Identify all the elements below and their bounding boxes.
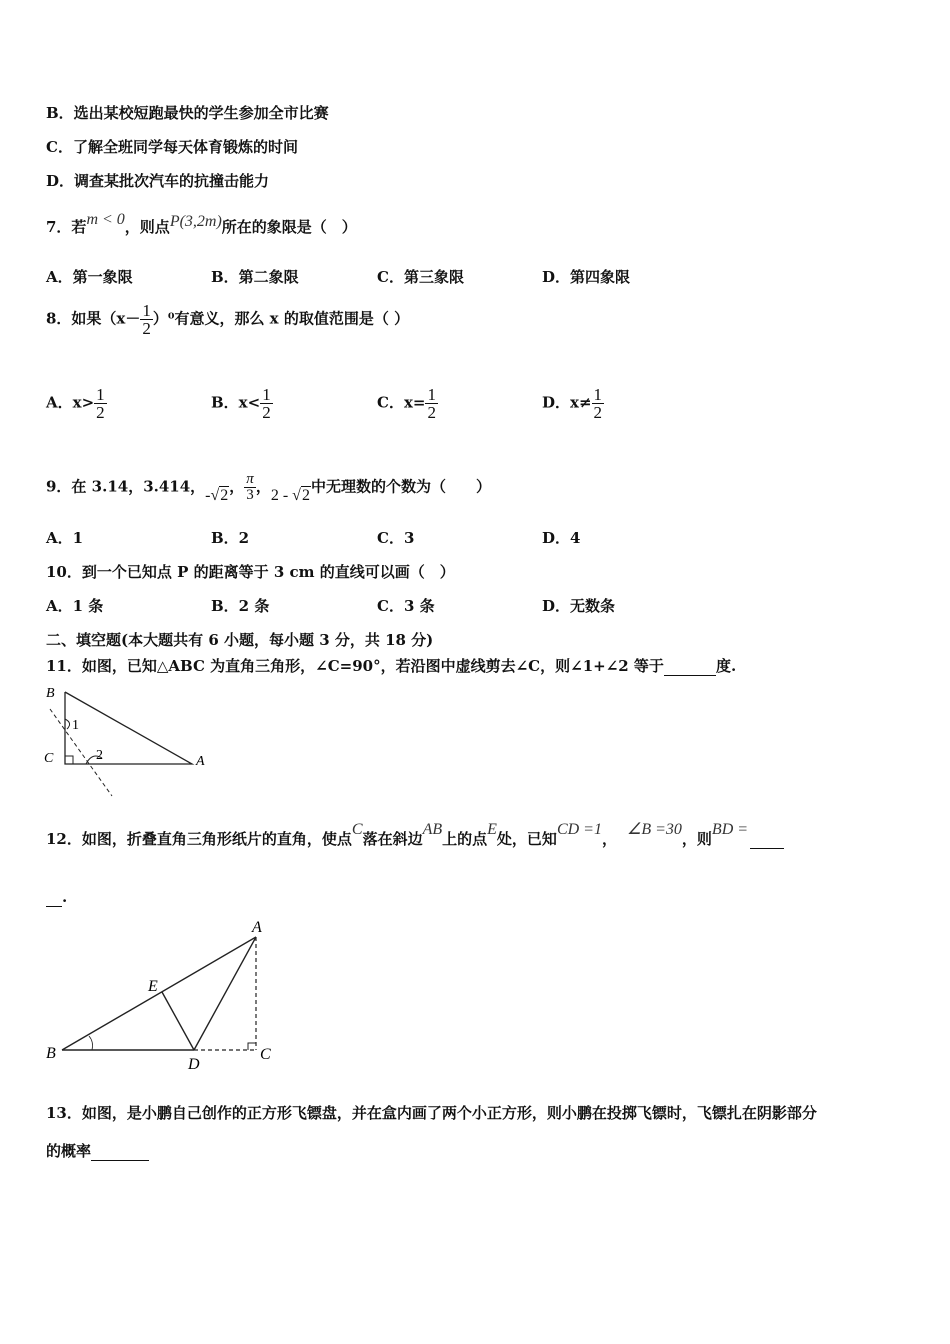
q8-option-c-num: 1 — [427, 385, 436, 404]
q11-label-a: A — [196, 754, 205, 769]
q12-label-a: A — [252, 919, 262, 936]
q9-pi-num: π — [246, 471, 254, 487]
q12-part-1: 12．如图，折叠直角三角形纸片的直角，使点 — [46, 830, 352, 848]
q8-option-a-num: 1 — [96, 385, 105, 404]
q12-label-b: B — [46, 1045, 56, 1062]
q11-angle1-arc — [65, 719, 70, 729]
q12-tail: . — [62, 888, 68, 906]
q8-option-b-num: 1 — [262, 385, 271, 404]
q12-part-6: ，则 — [681, 830, 712, 848]
q12-part-3: 上的点 — [442, 830, 488, 848]
q12-right-angle-c — [248, 1043, 256, 1050]
q7-suffix: 所在的象限是（ ） — [221, 218, 357, 236]
q7-option-b: B．第二象限 — [211, 268, 299, 286]
q8-option-d-label: D．x≠ — [542, 393, 592, 412]
q9-radicand-1: 2 — [220, 486, 229, 504]
q12-side-ba — [62, 937, 256, 1050]
q12-point-e: E — [487, 821, 497, 838]
q9-neg-sign: - — [205, 486, 211, 504]
q11-label-c: C — [44, 751, 54, 766]
q7-condition: m < 0 — [86, 211, 125, 228]
q9-suffix: 中无理数的个数为（ ） — [310, 477, 491, 496]
q7-option-d: D．第四象限 — [542, 268, 631, 286]
q8-option-d-den: 2 — [593, 403, 603, 422]
q12-angle-b: ∠B =30 — [626, 821, 682, 838]
section-2-heading: 二、填空题(本大题共有 6 小题，每小题 3 分，共 18 分) — [46, 631, 434, 649]
q8-option-a-label: A．x> — [46, 393, 95, 412]
q6-option-d: D．调查某批次汽车的抗撞击能力 — [46, 172, 270, 190]
q10-option-a: A．1 条 — [46, 597, 104, 615]
q6-option-c: C．了解全班同学每天体育锻炼的时间 — [46, 138, 298, 156]
q11-answer-blank — [664, 657, 716, 676]
q13-answer-blank — [91, 1142, 149, 1161]
q12-fold-figure — [40, 915, 310, 1075]
q12-part-2: 落在斜边 — [362, 830, 423, 848]
q9-radicand-2: 2 — [301, 486, 310, 504]
q7-prefix: 7．若 — [46, 218, 87, 236]
q8-option-b-den: 2 — [262, 403, 271, 422]
q13-line-2 — [46, 1140, 149, 1161]
q9-sep-1: ， — [229, 477, 245, 496]
q9-option-c: C．3 — [377, 529, 415, 547]
q11-after: 度. — [715, 657, 737, 675]
q12-bd-expr: BD = — [711, 821, 749, 838]
q8-stem — [46, 302, 409, 337]
q12-stem-cont — [46, 888, 67, 907]
q8-fraction-num: 1 — [142, 301, 151, 320]
q13-line-1: 13．如图，是小鹏自己创作的正方形飞镖盘，并在盒内画了两个小正方形，则小鹏在投掷飞镖时，飞镖扎在阴影部分 — [46, 1104, 817, 1122]
q12-part-5: ， — [601, 830, 617, 848]
q7-stem — [46, 211, 357, 237]
q8-suffix: ）⁰有意义，那么 x 的取值范围是（ ） — [152, 309, 410, 328]
q12-point-c: C — [351, 821, 363, 838]
q6-option-b: B．选出某校短跑最快的学生参加全市比赛 — [46, 104, 329, 122]
q8-option-c-label: C．x= — [377, 393, 426, 412]
q12-stem — [46, 821, 784, 849]
q13-line-2-text: 的概率 — [46, 1142, 92, 1160]
q8-option-a-den: 2 — [96, 403, 105, 422]
q8-option-b — [211, 386, 273, 421]
q9-pi-fraction — [244, 472, 256, 503]
q12-segment-ab: AB — [422, 821, 443, 838]
q8-prefix: 8．如果（x－ — [46, 309, 141, 328]
q9-two-minus-sqrt2: 2 - √2 — [270, 486, 310, 504]
q10-stem: 10．到一个已知点 P 的距离等于 3 cm 的直线可以画（ ） — [46, 563, 455, 581]
q8-fraction-den: 2 — [142, 319, 151, 338]
q7-mid: ，则点 — [124, 218, 170, 236]
q11-label-b: B — [46, 686, 55, 701]
q12-cd-value: CD =1 — [556, 821, 602, 838]
q12-label-d: D — [188, 1056, 200, 1073]
q9-option-b: B．2 — [211, 529, 250, 547]
q9-stem — [46, 472, 491, 503]
q9-sep-2: ， — [255, 477, 271, 496]
q9-option-d: D．4 — [542, 529, 581, 547]
q11-triangle-figure — [40, 682, 220, 802]
q11-stem — [46, 655, 736, 676]
q7-option-a: A．第一象限 — [46, 268, 133, 286]
q12-angle-b-arc — [89, 1036, 93, 1050]
q11-text: 11．如图，已知△ABC 为直角三角形，∠C=90°，若沿图中虚线剪去∠C，则∠1+∠2 等于 — [46, 657, 664, 675]
q9-prefix: 9．在 3.14，3.414， — [46, 477, 206, 496]
q12-label-c: C — [260, 1046, 271, 1063]
q8-option-c — [377, 386, 438, 421]
q12-segment-ed — [162, 992, 194, 1050]
q10-option-c: C．3 条 — [377, 597, 435, 615]
q10-option-b: B．2 条 — [211, 597, 270, 615]
q12-label-e: E — [148, 978, 158, 995]
q9-option-a: A．1 — [46, 529, 84, 547]
q10-option-d: D．无数条 — [542, 597, 616, 615]
q11-triangle-abc — [65, 692, 192, 764]
q8-option-d-num: 1 — [593, 385, 603, 404]
q12-fold-ad — [194, 937, 256, 1050]
q8-option-c-den: 2 — [427, 403, 436, 422]
q12-answer-blank-cont — [46, 888, 62, 907]
q9-two-minus: 2 - — [270, 486, 289, 504]
q8-option-b-label: B．x< — [211, 393, 261, 412]
q8-fraction — [140, 302, 153, 337]
q9-neg-sqrt2: -√2 — [205, 486, 229, 504]
q7-option-c: C．第三象限 — [377, 268, 464, 286]
q9-pi-den: 3 — [244, 487, 256, 503]
q12-part-4: 处，已知 — [496, 830, 557, 848]
q11-label-angle2: 2 — [96, 748, 103, 763]
q11-label-angle1: 1 — [72, 718, 79, 733]
q8-option-a — [46, 386, 107, 421]
q8-option-d — [542, 386, 604, 421]
q7-point: P(3,2m) — [169, 213, 222, 230]
q12-answer-blank — [750, 830, 784, 849]
q11-right-angle-mark — [65, 756, 73, 764]
